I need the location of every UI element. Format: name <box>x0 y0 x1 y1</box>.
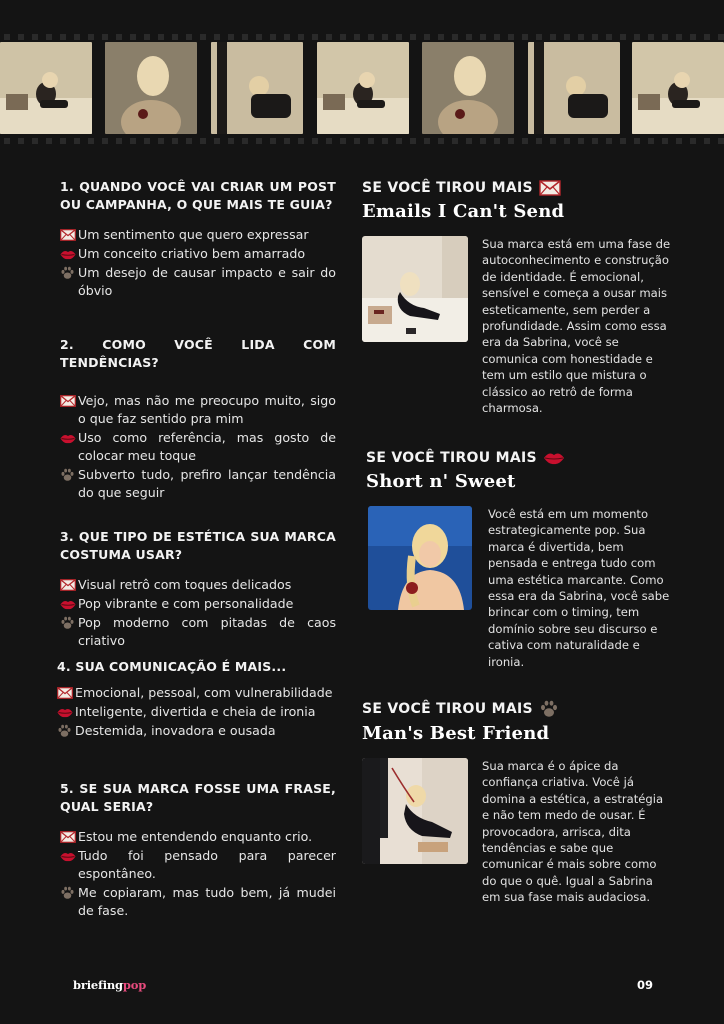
film-sprocket-hole <box>32 138 38 144</box>
blue-sky-portrait-photo <box>368 506 472 610</box>
film-sprocket-hole <box>200 138 206 144</box>
film-sprocket-hole <box>102 34 108 40</box>
film-sprocket-hole <box>172 138 178 144</box>
film-sprocket-hole <box>18 34 24 40</box>
film-sprocket-hole <box>564 138 570 144</box>
film-sprocket-hole <box>452 34 458 40</box>
result-emails <box>362 180 672 416</box>
film-sprocket-hole <box>424 138 430 144</box>
film-sprocket-hole <box>536 138 542 144</box>
question-title: 1. QUANDO VOCÊ VAI CRIAR UM POST OU CAMPANHA, O QUE MAIS TE GUIA? <box>60 179 336 212</box>
result-description: Sua marca está em uma fase de autoconhecimento e construção de identidade. É emocional, sensível e começa a ousar mais esteticamente, sem perder a profundidade. Assim como essa era da Sabrina, você se comunica com honestidade e tem um estilo que mistura o clássico ao retrô de forma charmosa. <box>482 237 671 416</box>
quiz-question-2 <box>60 336 336 503</box>
logo-part-briefing: briefing <box>73 978 123 992</box>
film-sprocket-hole <box>704 34 710 40</box>
film-sprocket-hole <box>214 138 220 144</box>
film-sprocket-hole <box>102 138 108 144</box>
answer-option-text: Um desejo de causar impacto e sair do óbvio <box>78 265 336 298</box>
answer-option-text: Destemida, inovadora e ousada <box>75 723 276 738</box>
result-heading-text: SE VOCÊ TIROU MAIS <box>362 180 533 196</box>
question-title: 5. SE SUA MARCA FOSSE UMA FRASE, QUAL SERIA? <box>60 781 336 814</box>
result-description: Sua marca é o ápice da confiança criativa. Você já domina a estética, a estratégia e não tem medo de ousar. É provocadora, arrisca, dita tendências e sabe que comunicar é mais sobre como do que o quê. Igual a Sabrina em sua fase mais audaciosa. <box>482 759 664 905</box>
answer-option <box>60 614 336 650</box>
film-sprocket-hole <box>270 34 276 40</box>
film-sprocket-hole <box>214 34 220 40</box>
paw-icon <box>60 466 78 484</box>
film-sprocket-hole <box>74 34 80 40</box>
film-sprocket-hole <box>326 138 332 144</box>
film-frame-1 <box>0 42 92 134</box>
film-sprocket-hole <box>662 34 668 40</box>
film-sprocket-hole <box>326 34 332 40</box>
film-sprocket-hole <box>466 34 472 40</box>
film-sprocket-hole <box>410 138 416 144</box>
film-sprocket-hole <box>116 138 122 144</box>
film-sprocket-hole <box>578 138 584 144</box>
answer-option <box>60 576 336 594</box>
film-sprocket-hole <box>284 138 290 144</box>
film-sprocket-hole <box>130 34 136 40</box>
answer-options <box>60 828 336 920</box>
film-sprocket-hole <box>18 138 24 144</box>
film-sprocket-hole <box>396 138 402 144</box>
film-sprocket-hole <box>550 138 556 144</box>
film-sprocket-hole <box>340 34 346 40</box>
quiz-question-4 <box>57 658 333 741</box>
film-sprocket-hole <box>4 34 10 40</box>
answer-option <box>60 828 336 846</box>
film-sprocket-hole <box>676 34 682 40</box>
paw-icon <box>60 264 78 282</box>
result-heading <box>362 180 672 196</box>
lips-icon <box>60 847 78 865</box>
answer-option <box>57 722 333 740</box>
film-sprocket-hole <box>4 138 10 144</box>
film-sprocket-hole <box>46 34 52 40</box>
film-sprocket-hole <box>718 138 724 144</box>
quiz-question-5 <box>60 780 336 921</box>
film-sprocket-hole <box>536 34 542 40</box>
film-sprocket-hole <box>158 34 164 40</box>
film-sprocket-hole <box>522 138 528 144</box>
paw-icon <box>57 722 75 740</box>
answer-option-text: Estou me entendendo enquanto crio. <box>78 829 313 844</box>
paw-icon <box>60 614 78 632</box>
film-sprocket-hole <box>634 34 640 40</box>
result-era-name: Emails I Can't Send <box>362 201 565 222</box>
answer-option <box>60 595 336 613</box>
answer-option <box>60 884 336 920</box>
film-frame-2 <box>105 42 197 134</box>
film-sprocket-hole <box>284 34 290 40</box>
paw-icon <box>539 700 559 718</box>
film-sprocket-hole <box>578 34 584 40</box>
answer-option-text: Pop moderno com pitadas de caos criativo <box>78 615 336 648</box>
film-sprocket-hole <box>60 34 66 40</box>
film-sprocket-hole <box>494 138 500 144</box>
question-title: 4. SUA COMUNICAÇÃO É MAIS... <box>57 659 287 674</box>
lips-icon <box>60 595 78 613</box>
film-sprocket-hole <box>592 138 598 144</box>
film-sprocket-hole <box>60 138 66 144</box>
envelope-icon <box>60 576 78 594</box>
logo-part-pop: pop <box>122 978 147 992</box>
answer-option <box>60 429 336 465</box>
film-sprocket-hole <box>144 34 150 40</box>
answer-option-text: Um conceito criativo bem amarrado <box>78 246 306 261</box>
film-sprocket-hole <box>480 138 486 144</box>
film-sprocket-hole <box>32 34 38 40</box>
film-sprocket-hole <box>396 34 402 40</box>
lips-icon <box>60 429 78 447</box>
film-sprocket-hole <box>522 34 528 40</box>
kneeling-on-bed-photo <box>362 236 468 342</box>
film-sprocket-hole <box>74 138 80 144</box>
film-sprocket-hole <box>466 138 472 144</box>
page-number: 09 <box>637 978 654 992</box>
film-strip <box>0 0 724 180</box>
answer-option <box>60 466 336 502</box>
question-title: 2. COMO VOCÊ LIDA COM TENDÊNCIAS? <box>60 337 336 370</box>
film-sprocket-hole <box>704 138 710 144</box>
film-sprocket-hole <box>508 138 514 144</box>
answer-option-text: Emocional, pessoal, com vulnerabilidade <box>75 685 333 700</box>
film-sprocket-hole <box>606 34 612 40</box>
film-sprocket-hole <box>648 138 654 144</box>
answer-option-text: Uso como referência, mas gosto de colocar meu toque <box>78 430 336 463</box>
result-heading-text: SE VOCÊ TIROU MAIS <box>366 450 537 466</box>
film-sprocket-hole <box>88 34 94 40</box>
film-sprocket-hole <box>242 34 248 40</box>
answer-option-text: Vejo, mas não me preocupo muito, sigo o que faz sentido pra mim <box>78 393 336 426</box>
film-sprocket-hole <box>130 138 136 144</box>
film-sprocket-hole <box>676 138 682 144</box>
film-sprocket-hole <box>116 34 122 40</box>
answer-option-text: Me copiaram, mas tudo bem, já mudei de fase. <box>78 885 336 918</box>
result-heading <box>362 700 672 718</box>
brand-logo <box>73 978 146 992</box>
film-sprocket-hole <box>662 138 668 144</box>
answer-option <box>60 226 336 244</box>
film-sprocket-hole <box>354 34 360 40</box>
answer-option-text: Inteligente, divertida e cheia de ironia <box>75 704 316 719</box>
film-sprocket-hole <box>228 138 234 144</box>
envelope-icon <box>539 180 561 196</box>
answer-options <box>60 392 336 502</box>
film-sprocket-hole <box>410 34 416 40</box>
film-sprocket-hole <box>550 34 556 40</box>
film-sprocket-hole <box>690 138 696 144</box>
lips-icon <box>57 703 75 721</box>
film-sprocket-hole <box>256 138 262 144</box>
film-sprocket-hole <box>256 34 262 40</box>
film-sprocket-hole <box>690 34 696 40</box>
envelope-icon <box>60 226 78 244</box>
answer-option <box>60 264 336 300</box>
answer-option <box>57 703 333 721</box>
quiz-question-3 <box>60 528 336 651</box>
film-sprocket-hole <box>438 34 444 40</box>
film-frame-4 <box>317 42 409 134</box>
answer-option-text: Um sentimento que quero expressar <box>78 227 309 242</box>
film-sprocket-hole <box>158 138 164 144</box>
film-sprocket-hole <box>438 138 444 144</box>
result-short-n-sweet <box>362 450 672 670</box>
film-sprocket-hole <box>46 138 52 144</box>
film-sprocket-hole <box>298 138 304 144</box>
film-sprocket-hole <box>368 34 374 40</box>
film-sprocket-hole <box>592 34 598 40</box>
answer-option <box>60 392 336 428</box>
envelope-icon <box>60 828 78 846</box>
film-sprocket-hole <box>382 34 388 40</box>
answer-options <box>60 226 336 300</box>
film-sprocket-hole <box>312 34 318 40</box>
film-sprocket-hole <box>480 34 486 40</box>
answer-options <box>57 684 333 740</box>
film-sprocket-hole <box>340 138 346 144</box>
result-description: Você está em um momento estrategicamente pop. Sua marca é divertida, bem pensada e entrega tudo com uma estética marcante. Como essa era da Sabrina, você sabe brincar com o timing, tem domínio sobre seu discurso e cativa com naturalidade e ironia. <box>488 507 670 669</box>
paw-icon <box>60 884 78 902</box>
lips-icon <box>543 451 565 465</box>
film-sprocket-hole <box>368 138 374 144</box>
envelope-icon <box>60 392 78 410</box>
answer-option <box>57 684 333 702</box>
film-sprocket-hole <box>564 34 570 40</box>
answer-option <box>60 245 336 263</box>
film-sprocket-hole <box>88 138 94 144</box>
question-title: 3. QUE TIPO DE ESTÉTICA SUA MARCA COSTUMA USAR? <box>60 529 336 562</box>
quiz-question-1 <box>60 178 336 301</box>
film-frame-7 <box>632 42 724 134</box>
envelope-icon <box>57 684 75 702</box>
film-sprocket-hole <box>144 138 150 144</box>
film-sprocket-hole <box>186 34 192 40</box>
film-sprocket-hole <box>242 138 248 144</box>
film-sprocket-hole <box>494 34 500 40</box>
result-mans-best-friend <box>362 700 672 906</box>
film-frame-6 <box>528 42 620 134</box>
film-frame-5 <box>422 42 514 134</box>
result-era-name: Short n' Sweet <box>366 471 516 492</box>
film-sprocket-hole <box>508 34 514 40</box>
film-sprocket-hole <box>452 138 458 144</box>
film-sprocket-hole <box>354 138 360 144</box>
answer-option-text: Visual retrô com toques delicados <box>78 577 292 592</box>
film-sprocket-hole <box>382 138 388 144</box>
answer-option-text: Pop vibrante e com personalidade <box>78 596 294 611</box>
answer-option-text: Tudo foi pensado para parecer espontâneo. <box>78 848 336 881</box>
answer-option-text: Subverto tudo, prefiro lançar tendência do que seguir <box>78 467 336 500</box>
film-sprocket-hole <box>620 138 626 144</box>
film-sprocket-hole <box>634 138 640 144</box>
film-sprocket-hole <box>228 34 234 40</box>
answer-option <box>60 847 336 883</box>
film-sprocket-hole <box>424 34 430 40</box>
film-sprocket-hole <box>200 34 206 40</box>
film-sprocket-hole <box>312 138 318 144</box>
film-sprocket-hole <box>298 34 304 40</box>
film-sprocket-hole <box>620 34 626 40</box>
film-sprocket-hole <box>606 138 612 144</box>
film-sprocket-hole <box>270 138 276 144</box>
result-heading-text: SE VOCÊ TIROU MAIS <box>362 701 533 717</box>
result-era-name: Man's Best Friend <box>362 723 550 744</box>
answer-options <box>60 576 336 650</box>
film-sprocket-hole <box>186 138 192 144</box>
film-sprocket-hole <box>648 34 654 40</box>
result-heading <box>366 450 672 466</box>
leash-photo <box>362 758 468 864</box>
film-frame-3 <box>211 42 303 134</box>
film-sprocket-hole <box>718 34 724 40</box>
lips-icon <box>60 245 78 263</box>
film-sprocket-hole <box>172 34 178 40</box>
